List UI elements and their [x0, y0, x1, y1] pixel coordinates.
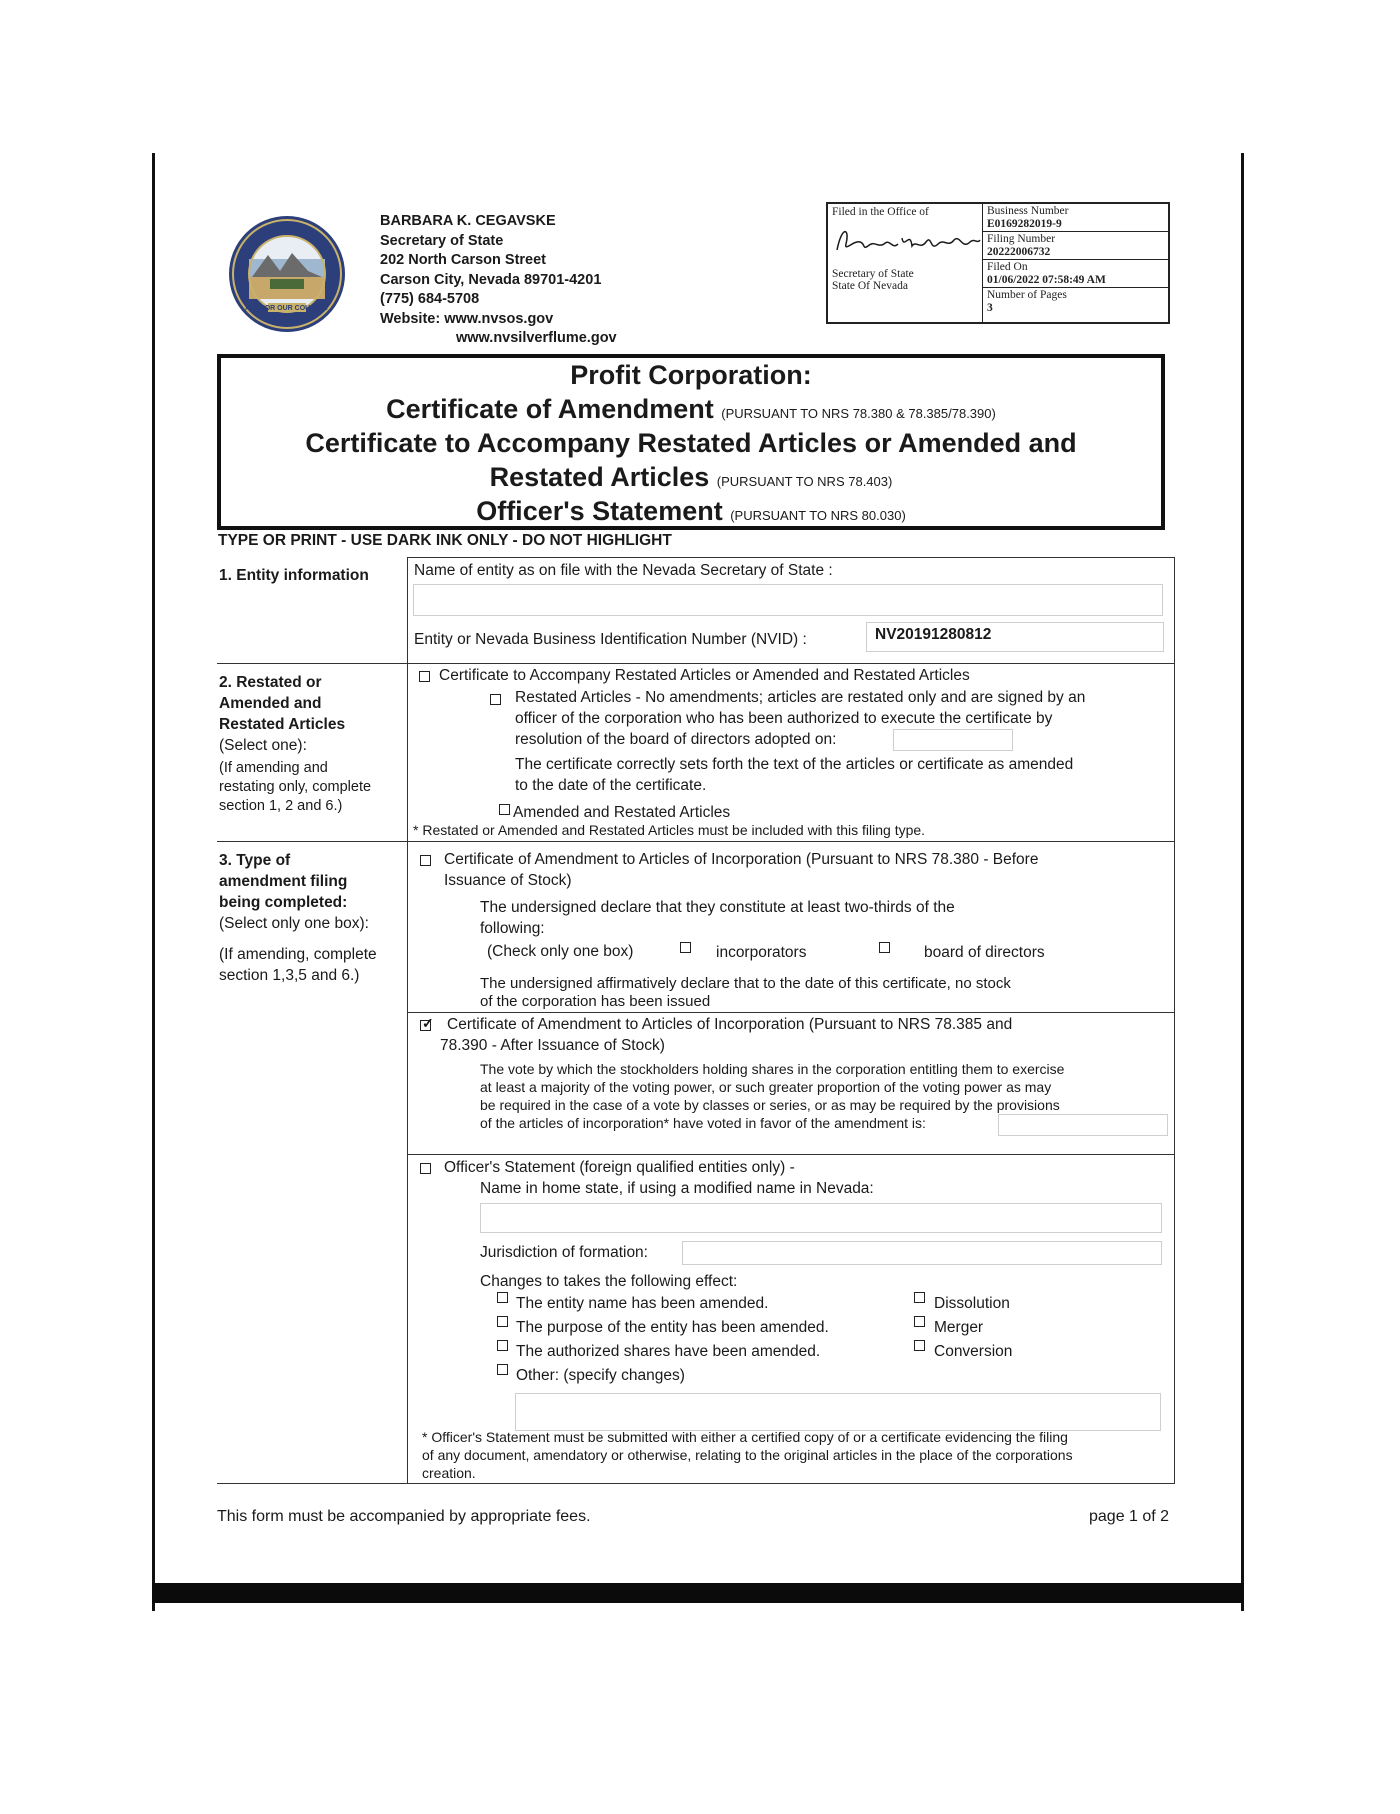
before-declare-line-1: The undersigned declare that they constitute at least two-thirds of the [480, 899, 955, 916]
incorporators-checkbox[interactable] [680, 942, 691, 953]
other-changes-checkbox[interactable] [497, 1364, 508, 1375]
title-officers-statement: Officer's Statement [476, 496, 723, 526]
amended-restated-checkbox[interactable] [499, 804, 510, 815]
entity-name-amended-checkbox[interactable] [497, 1292, 508, 1303]
filing-number-label: Filing Number [987, 233, 1056, 245]
section-3-label-2: amendment filing [219, 873, 348, 890]
amend-after-stock-checkbox[interactable] [420, 1020, 431, 1031]
business-number-value: E0169282019-9 [987, 218, 1062, 230]
svg-text:ALL FOR OUR COUNTRY: ALL FOR OUR COUNTRY [245, 305, 329, 312]
nvid-label: Entity or Nevada Business Identification Number (NVID) : [414, 631, 807, 648]
title-line-4-note: (PURSUANT TO NRS 78.403) [716, 474, 893, 489]
sos-title: Secretary of State [380, 232, 504, 249]
other-changes-field[interactable] [515, 1393, 1161, 1431]
sos-address-2: Carson City, Nevada 89701-4201 [380, 271, 602, 288]
ink-instructions: TYPE OR PRINT - USE DARK INK ONLY - DO NOT HIGHLIGHT [218, 532, 672, 549]
merger-label: Merger [934, 1319, 984, 1336]
rule [217, 841, 1175, 842]
title-line-5-note: (PURSUANT TO NRS 80.030) [730, 508, 906, 523]
restated-certificate-label: Certificate to Accompany Restated Articles or Amended and Restated Articles [439, 667, 970, 684]
nevada-seal-icon [228, 215, 346, 333]
after-vote-line-3: be required in the case of a vote by classes or series, or as may be required by the provisions [480, 1097, 1060, 1113]
sos-phone: (775) 684-5708 [380, 291, 480, 307]
section-2-label-3: Restated Articles [219, 716, 346, 733]
board-of-directors-checkbox[interactable] [879, 942, 890, 953]
conversion-label: Conversion [934, 1343, 1013, 1360]
title-box [217, 354, 1165, 530]
business-number-label: Business Number [987, 205, 1069, 217]
shares-amended-label: The authorized shares have been amended. [516, 1343, 821, 1360]
restated-certificate-checkbox[interactable] [419, 671, 430, 682]
filed-sos-label: Secretary of State [832, 268, 914, 280]
pages-label: Number of Pages [987, 289, 1067, 301]
dissolution-label: Dissolution [934, 1295, 1010, 1312]
section-2-label-7: section 1, 2 and 6.) [219, 798, 343, 814]
form-table [217, 557, 1175, 1484]
after-vote-line-2: at least a majority of the voting power, or such greater proportion of the voting power as may [480, 1079, 1052, 1095]
section-3-label-5: (If amending, complete [219, 946, 377, 963]
jurisdiction-label: Jurisdiction of formation: [480, 1244, 648, 1261]
before-declare-line-2: following: [480, 920, 545, 937]
merger-checkbox[interactable] [914, 1316, 925, 1327]
amended-restated-label: Amended and Restated Articles [513, 804, 731, 821]
sos-website: Website: www.nvsos.gov [380, 310, 554, 327]
section-3-label-4: (Select only one box): [219, 915, 369, 932]
shares-amended-checkbox[interactable] [497, 1340, 508, 1351]
restated-articles-line-2: officer of the corporation who has been authorized to execute the certificate by [515, 710, 1053, 727]
amend-before-stock-line-2: Issuance of Stock) [444, 872, 572, 889]
filed-on-value: 01/06/2022 07:58:49 AM [987, 274, 1106, 286]
officers-statement-line-1: Officer's Statement (foreign qualified entities only) - [444, 1159, 795, 1176]
officer-note-line-2: of any document, amendatory or otherwise, relating to the original articles in the place of the corporations [422, 1447, 1073, 1463]
rule [407, 557, 1175, 558]
incorporators-label: incorporators [716, 944, 807, 961]
board-of-directors-label: board of directors [924, 944, 1045, 961]
section-2-label-4: (Select one): [219, 737, 307, 754]
purpose-amended-label: The purpose of the entity has been amended. [516, 1319, 829, 1336]
vote-percentage-field[interactable] [998, 1114, 1168, 1136]
before-declare-line-4: of the corporation has been issued [480, 993, 711, 1010]
section-2-label-6: restating only, complete [219, 779, 372, 795]
officer-note-line-1: * Officer's Statement must be submitted with either a certified copy of or a certificate evidencing the filing [422, 1429, 1068, 1445]
section-2-note: * Restated or Amended and Restated Articles must be included with this filing type. [413, 822, 926, 838]
after-vote-line-4: of the articles of incorporation* have voted in favor of the amendment is: [480, 1115, 926, 1131]
pages-value: 3 [987, 302, 993, 314]
sos-address-1: 202 North Carson Street [380, 252, 546, 268]
signature-icon [832, 220, 982, 260]
title-certificate-amendment: Certificate of Amendment [386, 394, 714, 424]
entity-name-field[interactable] [413, 584, 1163, 616]
rule [407, 1154, 1175, 1155]
restated-articles-line-3: resolution of the board of directors adopted on: [515, 731, 837, 748]
after-vote-line-1: The vote by which the stockholders holding shares in the corporation entitling them to exercise [480, 1061, 1065, 1077]
officers-statement-line-2: Name in home state, if using a modified name in Nevada: [480, 1180, 874, 1197]
restated-articles-line-4: The certificate correctly sets forth the text of the articles or certificate as amended [515, 756, 1074, 773]
officers-statement-checkbox[interactable] [420, 1163, 431, 1174]
sos-contact-block [380, 212, 617, 349]
section-2-label-1: 2. Restated or [219, 674, 322, 691]
rule [217, 1483, 1175, 1484]
restated-articles-line-5: to the date of the certificate. [515, 777, 707, 794]
page-number: page 1 of 2 [1089, 1508, 1170, 1525]
amend-before-stock-checkbox[interactable] [420, 855, 431, 866]
check-only-one-label: (Check only one box) [487, 943, 634, 960]
section-3-label-1: 3. Type of [219, 852, 291, 869]
filing-number-value: 20222006732 [987, 246, 1051, 258]
conversion-checkbox[interactable] [914, 1340, 925, 1351]
rule [217, 663, 1175, 664]
amend-before-stock-line-1: Certificate of Amendment to Articles of Incorporation (Pursuant to NRS 78.380 - Before [444, 851, 1039, 868]
title-line-3: Certificate to Accompany Restated Articles or Amended and [305, 428, 1077, 458]
amend-after-stock-line-1: Certificate of Amendment to Articles of Incorporation (Pursuant to NRS 78.385 and [447, 1016, 1013, 1033]
changes-label: Changes to takes the following effect: [480, 1273, 738, 1290]
restated-articles-checkbox[interactable] [490, 694, 501, 705]
other-changes-label: Other: (specify changes) [516, 1367, 685, 1384]
section-2-label-5: (If amending and [219, 760, 328, 776]
amend-after-stock-line-2: 78.390 - After Issuance of Stock) [440, 1037, 665, 1054]
entity-name-label: Name of entity as on file with the Nevada Secretary of State : [414, 562, 833, 579]
page-bottom-bar [152, 1583, 1244, 1603]
officer-note-line-3: creation. [422, 1465, 476, 1481]
board-resolution-date-field[interactable] [893, 729, 1013, 751]
before-declare-line-3: The undersigned affirmatively declare that to the date of this certificate, no stock [480, 975, 1011, 992]
filed-office-label: Filed in the Office of [832, 206, 929, 218]
title-line-2-note: (PURSUANT TO NRS 78.380 & 78.385/78.390) [721, 406, 996, 421]
filed-on-label: Filed On [987, 261, 1028, 273]
title-restated-articles: Restated Articles [489, 462, 710, 492]
section-3-label-6: section 1,3,5 and 6.) [219, 967, 360, 984]
filed-state-label: State Of Nevada [832, 280, 908, 292]
entity-name-amended-label: The entity name has been amended. [516, 1295, 769, 1312]
sos-name: BARBARA K. CEGAVSKE [380, 213, 556, 229]
jurisdiction-field[interactable] [682, 1241, 1162, 1265]
restated-articles-line-1: Restated Articles - No amendments; articles are restated only and are signed by an [515, 689, 1086, 706]
dissolution-checkbox[interactable] [914, 1292, 925, 1303]
title-line-1: Profit Corporation: [570, 360, 812, 390]
title-line-5 [221, 494, 1161, 533]
section-1-label: 1. Entity information [219, 567, 369, 584]
section-3-label-3: being completed: [219, 894, 348, 911]
fees-note: This form must be accompanied by appropriate fees. [217, 1508, 591, 1525]
purpose-amended-checkbox[interactable] [497, 1316, 508, 1327]
rule [407, 1012, 1175, 1013]
right-border [1174, 557, 1175, 1484]
section-2-label-2: Amended and [219, 695, 322, 712]
column-divider [407, 557, 408, 1484]
sos-website-2: www.nvsilverflume.gov [456, 330, 617, 346]
filing-stamp [826, 202, 1170, 324]
home-state-name-field[interactable] [480, 1203, 1162, 1233]
nvid-field[interactable]: NV20191280812 [866, 622, 1164, 652]
